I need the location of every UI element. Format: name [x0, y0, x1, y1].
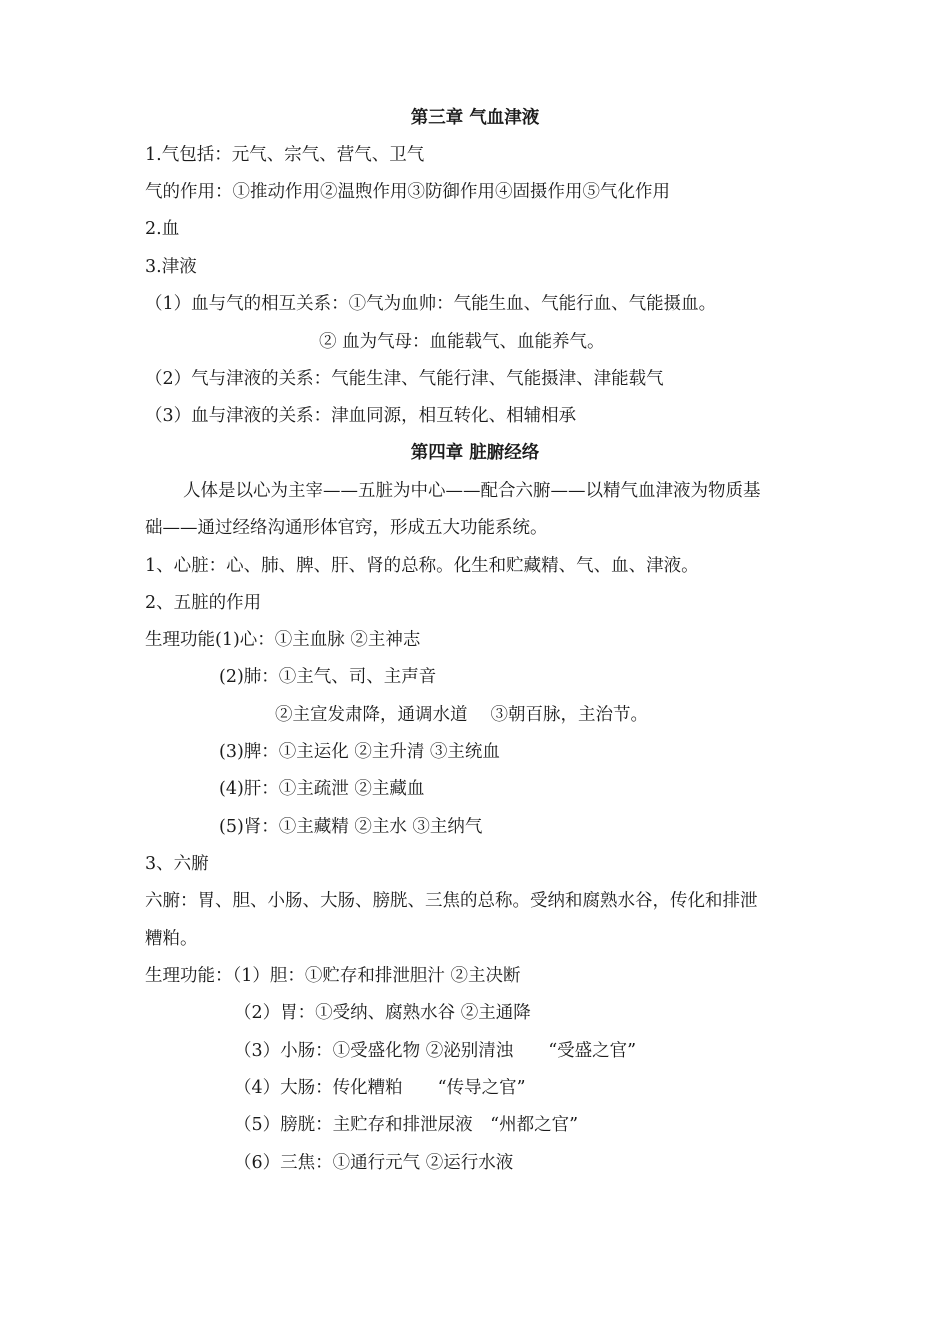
kidney-function-line: (5)肾：①主藏精 ②主水 ③主纳气 [219, 817, 483, 837]
six-fu-heading: 3、六腑 [145, 854, 209, 874]
gallbladder-function-line: 生理功能：（1）胆：①贮存和排泄胆汁 ②主决断 [145, 966, 521, 986]
lung-function-line-1: (2)肺：①主气、司、主声音 [219, 667, 437, 687]
blood-fluid-relation-line: （3）血与津液的关系：津血同源，相互转化、相辅相承 [145, 406, 577, 426]
sanjiao-function-line: （6）三焦：①通行元气 ②运行水液 [234, 1153, 514, 1173]
five-zang-functions-heading: 2、五脏的作用 [145, 593, 262, 613]
body-fluid-heading: 3.津液 [145, 257, 197, 277]
spleen-function-line: (3)脾：①主运化 ②主升清 ③主统血 [219, 742, 500, 762]
zang-organs-definition: 1、心脏：心、肺、脾、肝、肾的总称。化生和贮藏精、气、血、津液。 [145, 556, 699, 576]
intro-paragraph-line-2: 础——通过经络沟通形体官窍，形成五大功能系统。 [145, 518, 548, 538]
intro-paragraph-line-1: 人体是以心为主宰——五脏为中心——配合六腑——以精气血津液为物质基 [183, 481, 761, 501]
liver-function-line: (4)肝：①主疏泄 ②主藏血 [219, 779, 425, 799]
qi-fluid-relation-line: （2）气与津液的关系：气能生津、气能行津、气能摄津、津能载气 [145, 369, 664, 389]
six-fu-definition-line-2: 糟粕。 [145, 929, 198, 949]
blood-qi-relation-line: （1）血与气的相互关系：①气为血帅：气能生血、气能行血、气能摄血。 [145, 294, 717, 314]
blood-mother-of-qi-line: ② 血为气母：血能载气、血能养气。 [319, 332, 605, 352]
blood-heading: 2.血 [145, 219, 180, 239]
bladder-function-line: （5）膀胱：主贮存和排泄尿液 “州都之官” [234, 1115, 579, 1135]
qi-functions-line: 气的作用：①推动作用②温煦作用③防御作用④固摄作用⑤气化作用 [145, 182, 670, 202]
lung-function-line-2: ②主宣发肃降，通调水道 ③朝百脉，主治节。 [275, 705, 649, 725]
large-intestine-function-line: （4）大肠：传化糟粕 “传导之官” [234, 1078, 526, 1098]
qi-types-line: 1.气包括：元气、宗气、营气、卫气 [145, 145, 425, 165]
chapter-4-title: 第四章 脏腑经络 [410, 443, 540, 463]
chapter-3-title: 第三章 气血津液 [410, 108, 540, 128]
six-fu-definition-line-1: 六腑：胃、胆、小肠、大肠、膀胱、三焦的总称。受纳和腐熟水谷，传化和排泄 [145, 891, 758, 911]
stomach-function-line: （2）胃：①受纳、腐熟水谷 ②主通降 [234, 1003, 531, 1023]
heart-function-line: 生理功能(1)心：①主血脉 ②主神志 [145, 630, 421, 650]
small-intestine-function-line: （3）小肠：①受盛化物 ②泌别清浊 “受盛之官” [234, 1041, 637, 1061]
